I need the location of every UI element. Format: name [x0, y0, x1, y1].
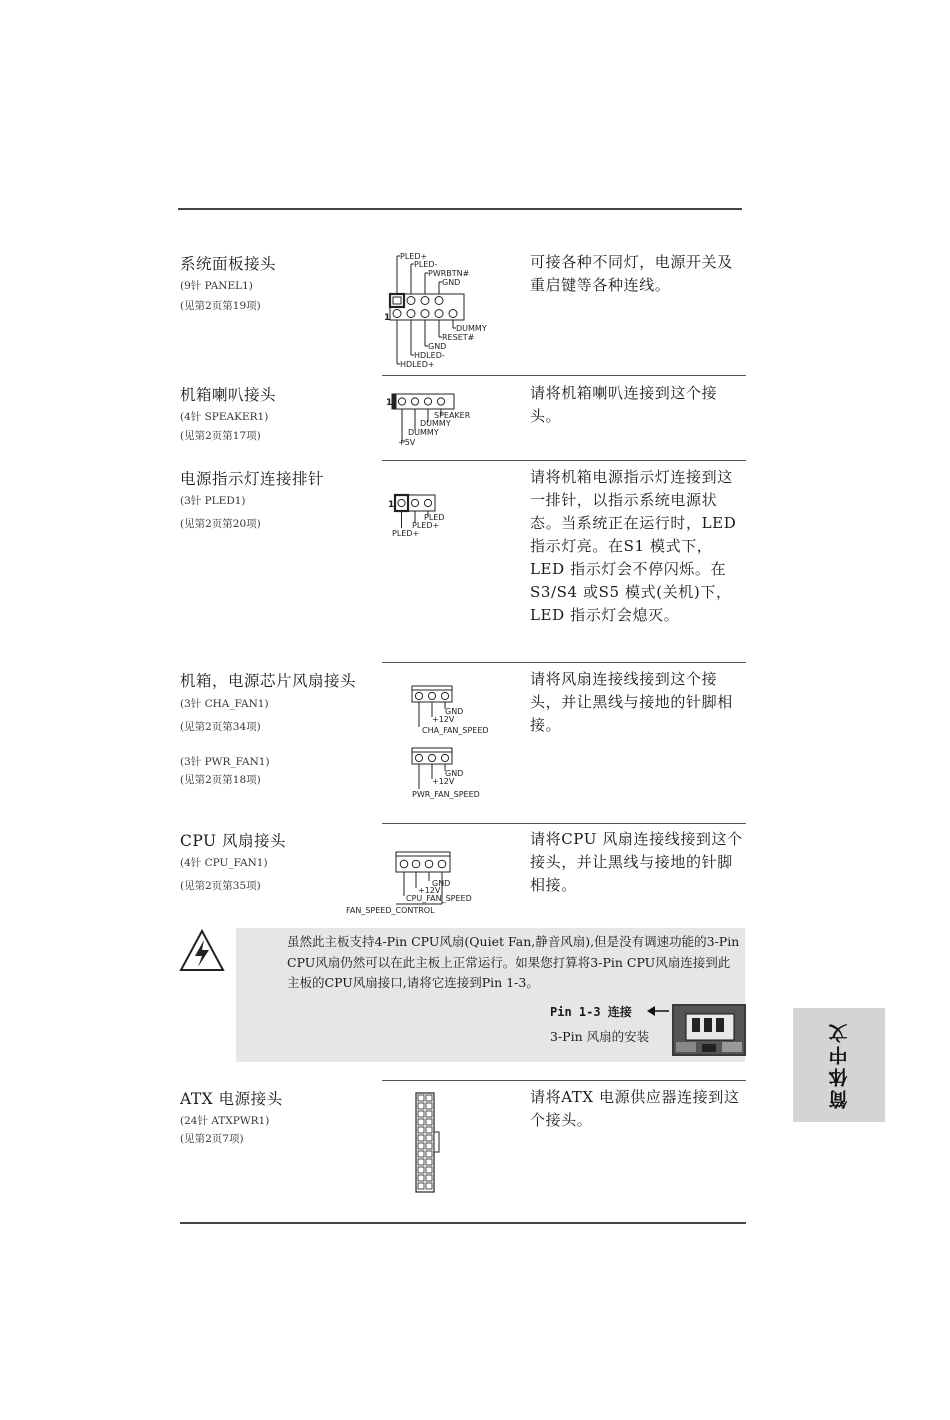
- section-title: CPU 风扇接头: [180, 832, 287, 850]
- section-pin-info: (4针 CPU_FAN1): [180, 857, 268, 869]
- section-pin-info: (4针 SPEAKER1): [180, 411, 269, 423]
- section-divider: [382, 823, 746, 824]
- section-title: ATX 电源接头: [180, 1090, 283, 1108]
- section-description: 请将ATX 电源供应器连接到这个接头。: [530, 1088, 740, 1129]
- fan-install-photo: [672, 1004, 746, 1056]
- pin-label: PWRBTN#: [428, 269, 470, 278]
- section-divider: [382, 662, 746, 663]
- pin-label: PLED+: [392, 529, 420, 538]
- section-divider: [382, 375, 746, 376]
- pin-label: CPU_FAN_SPEED: [406, 894, 472, 903]
- bottom-rule: [180, 1222, 746, 1224]
- panel-header-diagram: [380, 248, 490, 368]
- pin-label: DUMMY: [456, 324, 487, 333]
- note-text: 虽然此主板支持4-Pin CPU风扇(Quiet Fan,静音风扇),但是没有调速功能的3-Pin CPU风扇仍然可以在此主板上正常运行。如果您打算将3-Pin CPU风扇连接到此主板的CPU风扇接口,请将它连接到Pin 1-3。: [287, 934, 740, 990]
- section-page-ref: (见第2页第19项): [180, 300, 261, 312]
- pin-label: GND: [442, 278, 461, 287]
- pin-label: DUMMY: [420, 419, 451, 428]
- pin-label: SPEAKER: [434, 411, 471, 420]
- pin-label: DUMMY: [408, 428, 439, 437]
- section-description: 请将风扇连接线接到这个接头，并让黑线与接地的针脚相接。: [530, 670, 733, 734]
- arrow-left-icon: [646, 1005, 670, 1017]
- pin-label: GND: [428, 342, 447, 351]
- pin-label: PLED-: [414, 260, 438, 269]
- atx-power-connector-diagram: [414, 1092, 446, 1194]
- section-pin-info: (3针 PLED1): [180, 495, 246, 507]
- section-page-ref: (见第2页第18项): [180, 774, 261, 786]
- pin-label: +12V: [432, 715, 455, 724]
- section-divider: [382, 460, 746, 461]
- svg-text:1: 1: [384, 313, 391, 323]
- section-description: 请将机箱电源指示灯连接到这一排针，以指示系统电源状态。当系统正在运行时，LED 指示灯亮。在S1 模式下，LED 指示灯会不停闪烁。在S3/S4 或S5 模式(关机)下，LED 指示灯会熄灭。: [530, 468, 737, 624]
- section-description: 请将CPU 风扇连接线接到这个接头，并让黑线与接地的针脚相接。: [530, 830, 743, 894]
- language-tab-label: 简体中文: [828, 1021, 851, 1109]
- section-pin-info: (9针 PANEL1): [180, 280, 253, 292]
- section-pin-info: (24针 ATXPWR1): [180, 1115, 270, 1127]
- speaker-header-diagram: [382, 390, 482, 450]
- pin-label: PWR_FAN_SPEED: [412, 790, 480, 799]
- section-title: 机箱喇叭接头: [180, 386, 277, 404]
- pin-label: PLED: [424, 513, 445, 522]
- pin-label: GND: [445, 769, 464, 778]
- svg-text:1: 1: [388, 500, 395, 510]
- top-rule: [178, 208, 742, 210]
- fan-install-caption: 3-Pin 风扇的安装: [550, 1029, 650, 1044]
- pin-label: FAN_SPEED_CONTROL: [346, 906, 435, 915]
- pin-label: HDLED+: [400, 360, 435, 368]
- pin-label: PLED+: [400, 252, 428, 261]
- pin-label: CHA_FAN_SPEED: [422, 726, 489, 735]
- pin-label: PLED+: [412, 521, 440, 530]
- section-page-ref: (见第2页7项): [180, 1133, 244, 1145]
- pin-label: GND: [432, 879, 451, 888]
- cha-fan-diagram: [408, 683, 498, 739]
- section-page-ref: (见第2页第34项): [180, 721, 261, 733]
- cpu-fan-diagram: [344, 848, 484, 916]
- section-description: 请将机箱喇叭连接到这个接头。: [530, 384, 718, 425]
- svg-text:1: 1: [386, 398, 393, 408]
- pin-label: RESET#: [442, 333, 475, 342]
- section-divider: [382, 1080, 746, 1081]
- pled-header-diagram: [386, 490, 456, 540]
- pin-label: HDLED-: [414, 351, 445, 360]
- section-title: 机箱，电源芯片风扇接头: [180, 672, 357, 690]
- section-pin-info: (3针 PWR_FAN1): [180, 756, 270, 768]
- pin-label: +12V: [432, 777, 455, 786]
- section-title: 系统面板接头: [180, 255, 277, 273]
- pin-label: GND: [445, 707, 464, 716]
- section-page-ref: (见第2页第20项): [180, 518, 261, 530]
- section-title: 电源指示灯连接排针: [180, 470, 325, 488]
- section-description: 可接各种不同灯，电源开关及重启键等各种连线。: [530, 253, 733, 294]
- pin-label: +12V: [418, 886, 441, 895]
- section-page-ref: (见第2页第35项): [180, 880, 261, 892]
- section-pin-info: (3针 CHA_FAN1): [180, 698, 269, 710]
- language-tab: [793, 1008, 885, 1122]
- section-page-ref: (见第2页第17项): [180, 430, 261, 442]
- pin-connect-label: Pin 1-3 连接: [550, 1005, 632, 1019]
- pwr-fan-diagram: [408, 745, 498, 801]
- pin-label: +5V: [398, 438, 416, 447]
- warning-icon: [178, 928, 226, 974]
